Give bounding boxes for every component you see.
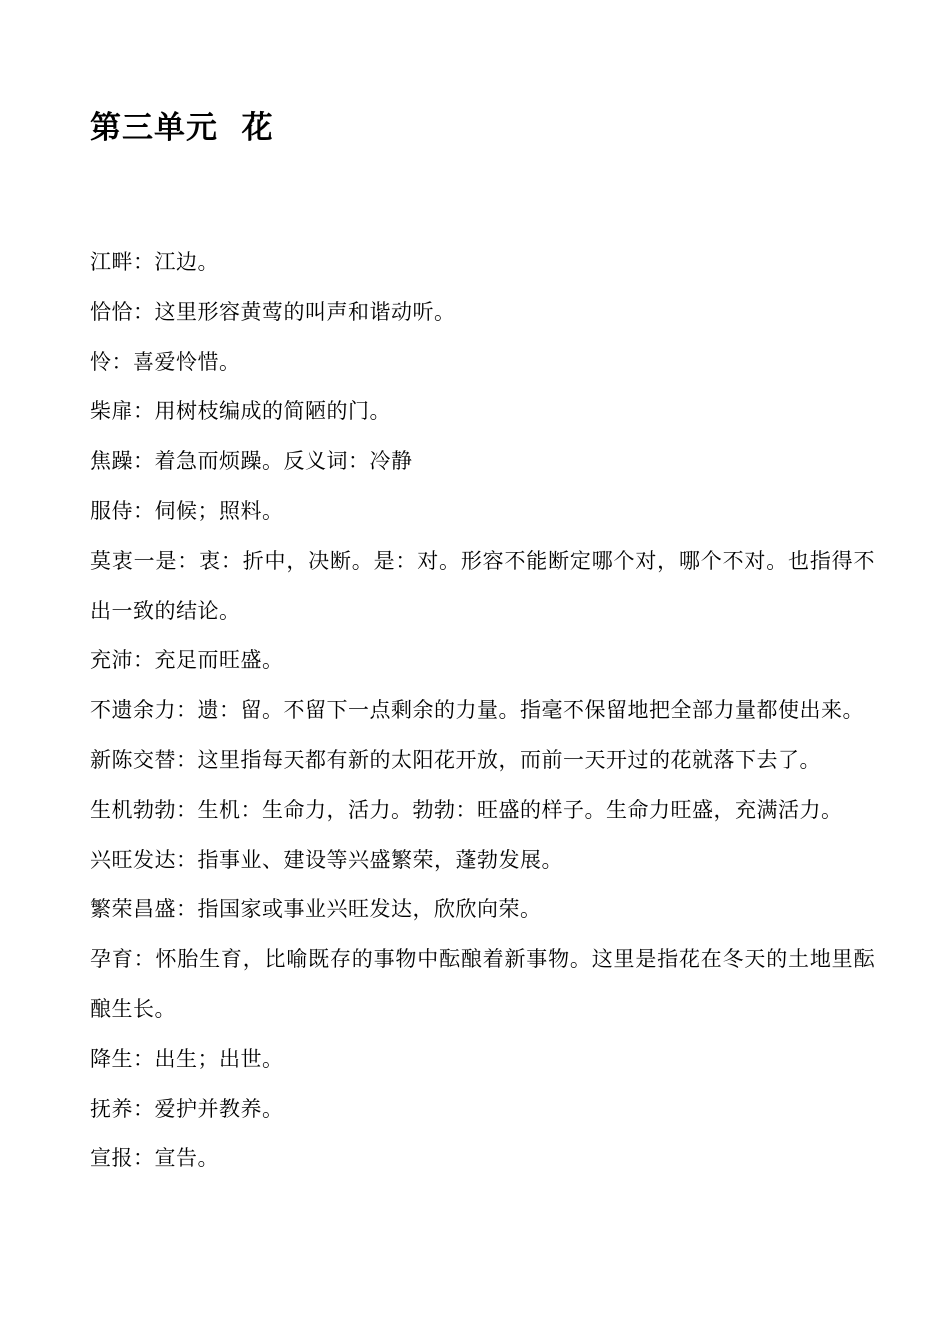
glossary-entry: 充沛：充足而旺盛。	[90, 648, 284, 673]
glossary-entry: 孕育：怀胎生育，比喻既存的事物中酝酿着新事物。这里是指花在冬天的土地里酝酿生长。	[90, 947, 875, 1021]
glossary-entry: 莫衷一是：衷：折中，决断。是：对。形容不能断定哪个对，哪个不对。也指得不出一致的结论。	[90, 548, 875, 623]
glossary-entry: 生机勃勃：生机：生命力，活力。勃勃：旺盛的样子。生命力旺盛，充满活力。	[90, 797, 843, 822]
glossary-entry: 不遗余力：遗：留。不留下一点剩余的力量。指毫不保留地把全部力量都使出来。	[90, 698, 864, 723]
glossary-entry: 繁荣昌盛：指国家或事业兴旺发达，欣欣向荣。	[90, 897, 542, 922]
glossary-entry: 降生：出生；出世。	[90, 1046, 284, 1071]
glossary-entry: 宣报：宣告。	[90, 1146, 219, 1171]
page-title: 第三单元 花	[90, 110, 274, 146]
glossary-entry: 抚养：爱护并教养。	[90, 1096, 284, 1121]
glossary-entry: 江畔：江边。	[90, 250, 219, 274]
glossary-entry: 焦躁：着急而烦躁。反义词：冷静	[90, 449, 413, 474]
glossary-entry: 恰恰：这里形容黄莺的叫声和谐动听。	[90, 299, 456, 324]
glossary-list	[90, 238, 875, 1184]
glossary-entry: 新陈交替：这里指每天都有新的太阳花开放，而前一天开过的花就落下去了。	[90, 747, 821, 772]
glossary-entry: 柴扉：用树枝编成的简陋的门。	[90, 399, 391, 424]
glossary-entry: 怜：喜爱怜惜。	[90, 349, 241, 374]
glossary-entry: 兴旺发达：指事业、建设等兴盛繁荣，蓬勃发展。	[90, 847, 563, 872]
glossary-entry: 服侍：伺候；照料。	[90, 498, 284, 523]
